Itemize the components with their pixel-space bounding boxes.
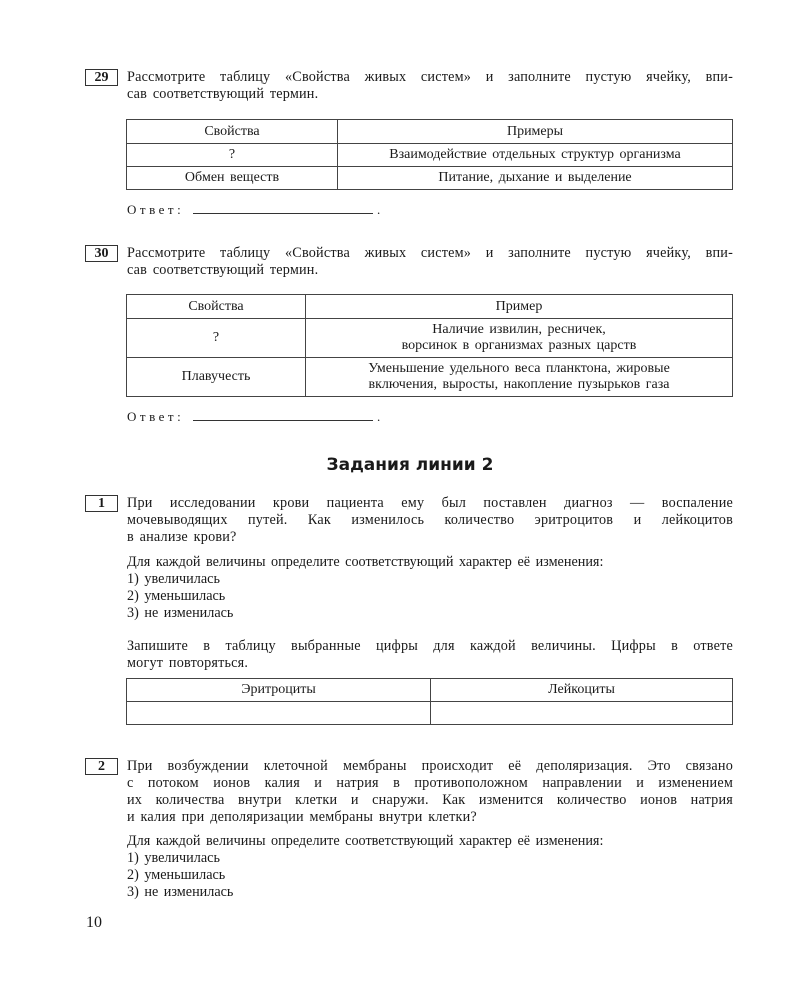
table-header-leukocytes: Лейкоциты — [431, 679, 733, 702]
table-cell: Питание, дыхание и выделение — [338, 167, 733, 190]
table-header-cell: Примеры — [338, 120, 733, 144]
answer-period: . — [376, 409, 381, 424]
table-header-row — [127, 295, 733, 319]
table-cell — [306, 319, 733, 358]
table-header-row — [127, 120, 733, 144]
table-cell-line: включения, выросты, накопление пузырьков газа — [368, 377, 670, 392]
table-cell-line: Уменьшение удельного веса планктона, жировые — [368, 361, 670, 376]
table-header-erythrocytes: Эритроциты — [127, 679, 431, 702]
table-header-row — [127, 679, 733, 702]
table-row — [127, 167, 733, 190]
question-line: и калия при деполяризации мембраны внутри клетки? — [127, 809, 477, 825]
answer-cell-leukocytes[interactable] — [431, 702, 733, 725]
question-line: их количества внутри клетки и снаружи. Как изменится количество ионов натрия — [127, 792, 733, 808]
task-29-question-line1: Рассмотрите таблицу «Свойства живых систем» и заполните пустую ячейку, впи- — [127, 69, 733, 85]
task-1-table-instruction — [127, 638, 733, 672]
page-number: 10 — [86, 914, 102, 931]
task-2-question — [127, 758, 733, 826]
answer-field[interactable] — [193, 201, 373, 214]
question-line: в анализе крови? — [127, 529, 237, 545]
table-cell-line: ворсинок в организмах разных царств — [401, 338, 637, 353]
task-29-table — [126, 119, 733, 190]
option-item: 3) не изменилась — [127, 884, 234, 900]
section-heading: Задания линии 2 — [326, 455, 494, 475]
table-row — [127, 144, 733, 167]
task-number-29: 29 — [85, 69, 118, 86]
question-line: При исследовании крови пациента ему был поставлен диагноз — воспаление — [127, 495, 733, 511]
option-item: 2) уменьшилась — [127, 867, 226, 883]
table-cell-blank[interactable]: ? — [127, 319, 306, 358]
task-29-question — [127, 69, 733, 103]
table-cell-line: Наличие извилин, ресничек, — [432, 322, 606, 337]
answer-cell-erythrocytes[interactable] — [127, 702, 431, 725]
table-cell: Взаимодействие отдельных структур организма — [338, 144, 733, 167]
task-30-question-line1: Рассмотрите таблицу «Свойства живых систем» и заполните пустую ячейку, впи- — [127, 245, 733, 261]
task-2-options — [127, 833, 603, 901]
table-cell: Обмен веществ — [127, 167, 338, 190]
task-30-answer — [127, 408, 380, 425]
option-item: 1) увеличилась — [127, 571, 220, 587]
task-1-question — [127, 495, 733, 546]
task-number-1: 1 — [85, 495, 118, 512]
table-row — [127, 702, 733, 725]
table-header-cell: Свойства — [127, 295, 306, 319]
task-30-table — [126, 294, 733, 397]
instruction: Для каждой величины определите соответствующий характер её изменения: — [127, 833, 604, 849]
table-row — [127, 358, 733, 397]
table-header-cell: Свойства — [127, 120, 338, 144]
task-number-30: 30 — [85, 245, 118, 262]
question-line: мочевыводящих путей. Как изменилось количество эритроцитов и лейкоцитов — [127, 512, 733, 528]
answer-field[interactable] — [193, 408, 373, 421]
table-header-cell: Пример — [306, 295, 733, 319]
task-1-answer-table — [126, 678, 733, 725]
answer-label: Ответ: — [127, 409, 185, 424]
table-row — [127, 319, 733, 358]
task-30-question-line2: сав соответствующий термин. — [127, 262, 319, 278]
task-1-options — [127, 554, 603, 622]
question-line: с потоком ионов калия и натрия в противоположном направлении и изменением — [127, 775, 733, 791]
answer-label: Ответ: — [127, 202, 185, 217]
instruction-line: могут повторяться. — [127, 655, 249, 671]
option-item: 2) уменьшилась — [127, 588, 226, 604]
task-30-question — [127, 245, 733, 279]
table-cell: Плавучесть — [127, 358, 306, 397]
task-number-2: 2 — [85, 758, 118, 775]
instruction-line: Запишите в таблицу выбранные цифры для каждой величины. Цифры в ответе — [127, 638, 733, 654]
question-line: При возбуждении клеточной мембраны происходит её деполяризация. Это связано — [127, 758, 733, 774]
task-29-question-line2: сав соответствующий термин. — [127, 86, 319, 102]
answer-period: . — [376, 202, 381, 217]
option-item: 3) не изменилась — [127, 605, 234, 621]
task-29-answer — [127, 201, 380, 218]
instruction: Для каждой величины определите соответствующий характер её изменения: — [127, 554, 604, 570]
option-item: 1) увеличилась — [127, 850, 220, 866]
table-cell-blank[interactable]: ? — [127, 144, 338, 167]
table-cell — [306, 358, 733, 397]
